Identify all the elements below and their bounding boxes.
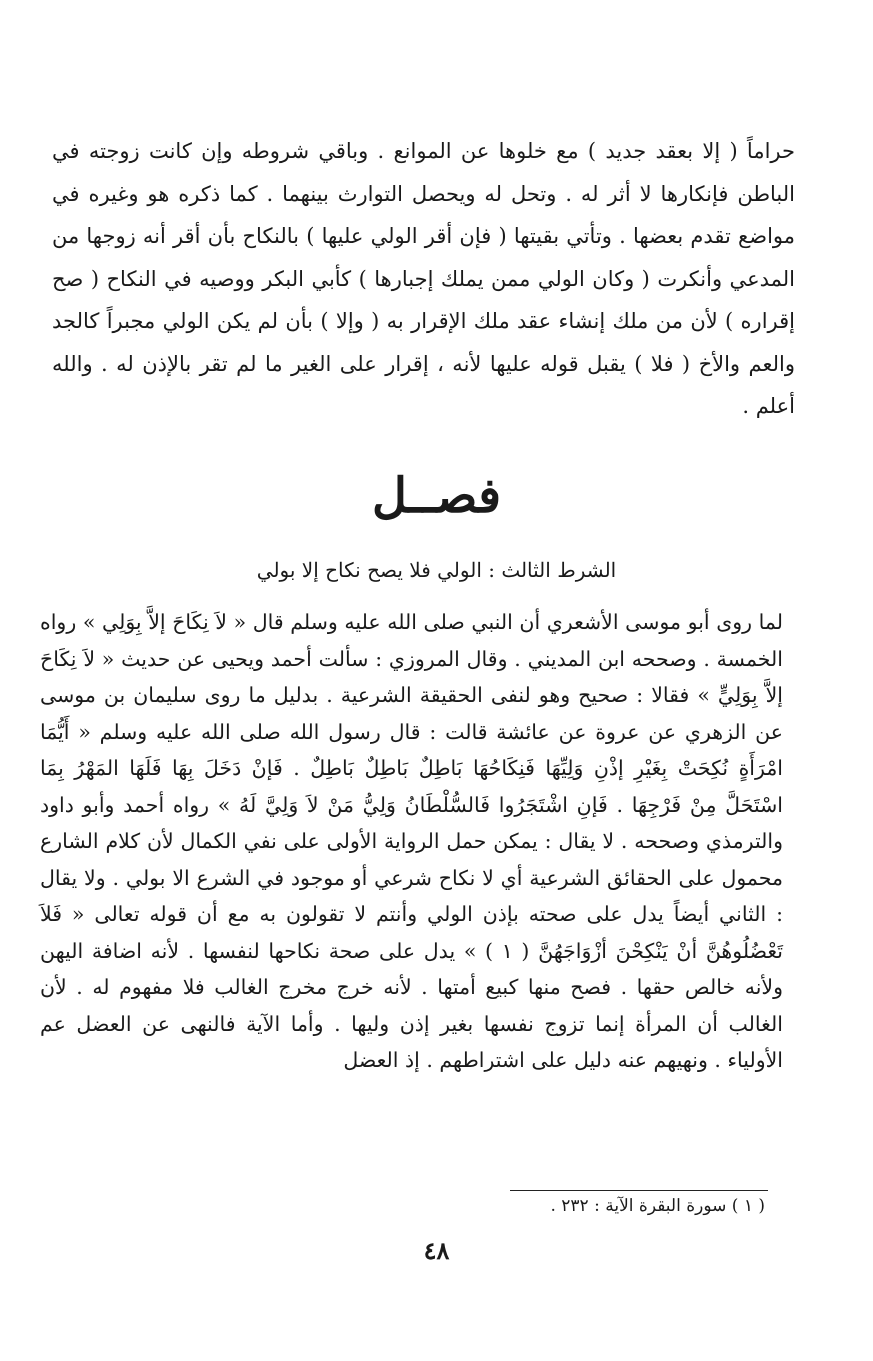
footnote: ( ١ ) سورة البقرة الآية : ٢٣٢ . <box>550 1196 765 1216</box>
footnote-divider <box>510 1190 768 1191</box>
top-paragraph: حراماً ( إلا بعقد جديد ) مع خلوها عن الموانع . وباقي شروطه وإن كانت زوجته في الباطن فإنكارها لا أثر له . وتحل له ويحصل التوارث بينهما . كما ذكره هو وغيره في مواضع تقدم بعضها . وتأتي بقيتها ( فإن أقر الولي عليها ) بالنكاح بأن أقر أنه زوجها من المدعي وأنكرت ( وكان الولي ممن يملك إجبارها ) كأبي البكر ووصيه في النكاح ( صح إقراره ) لأن من ملك إنشاء عقد ملك الإقرار به ( وإلا ) بأن لم يكن الولي مجبراً كالجد والعم والأخ ( فلا ) يقبل قوله عليها لأنه ، إقرار على الغير ما لم تقر بالإذن له . والله أعلم . <box>52 139 795 418</box>
section-subheading: الشرط الثالث : الولي فلا يصح نكاح إلا بولي <box>256 558 617 582</box>
main-paragraph: لما روى أبو موسى الأشعري أن النبي صلى الله عليه وسلم قال « لاَ نِكَاحَ إلاَّ بِوَلِي » رواه الخمسة . وصححه ابن المديني . وقال المروزي : سألت أحمد ويحيى عن حديث « لاَ نِكَاحَ إلاَّ بِوَلِيٍّ » فقالا : صحيح وهو لنفى الحقيقة الشرعية . بدليل ما روى سليمان بن موسى عن الزهري عن عروة عن عائشة قالت : قال رسول الله صلى الله عليه وسلم « أَيُّمَا امْرَأَةٍ نُكِحَتْ بِغَيْرِ إذْنِ وَلِيِّهَا فَنِكَاحُهَا بَاطِلٌ بَاطِلٌ بَاطِلٌ . فَإنْ دَخَلَ بِهَا فَلَهَا المَهْرُ بِمَا اسْتَحَلَّ مِنْ فَرْجِهَا . فَإنِ اشْتَجَرُوا فَالسُّلْطَانُ وَلِيُّ مَنْ لاَ وَلِيَّ لَهُ » رواه أحمد وأبو داود والترمذي وصححه . لا يقال : يمكن حمل الرواية الأولى على نفي الكمال لأن كلام الشارع محمول على الحقائق الشرعية أي لا نكاح شرعي أو موجود في الشرع الا بولي . ولا يقال : الثاني أيضاً يدل على صحته بإذن الولي وأنتم لا تقولون به مع أن قوله تعالى « فَلاَ تَعْضُلُوهُنَّ أنْ يَنْكِحْنَ أزْوَاجَهُنَّ ( ١ ) » يدل على صحة نكاحها لنفسها . لأنه اضافة اليهن ولأنه خالص حقها . فصح منها كبيع أمتها . لأنه خرج مخرج الغالب فلا مفهوم له . لأن الغالب أن المرأة إنما تزوج نفسها بغير إذن وليها . وأما الآية فالنهى عن العضل عم الأولياء . ونهيهم عنه دليل على اشتراطهم . إذ العضل <box>40 610 783 1072</box>
section-heading: فصــل <box>371 468 502 524</box>
page-number: ٤٨ <box>423 1236 450 1265</box>
